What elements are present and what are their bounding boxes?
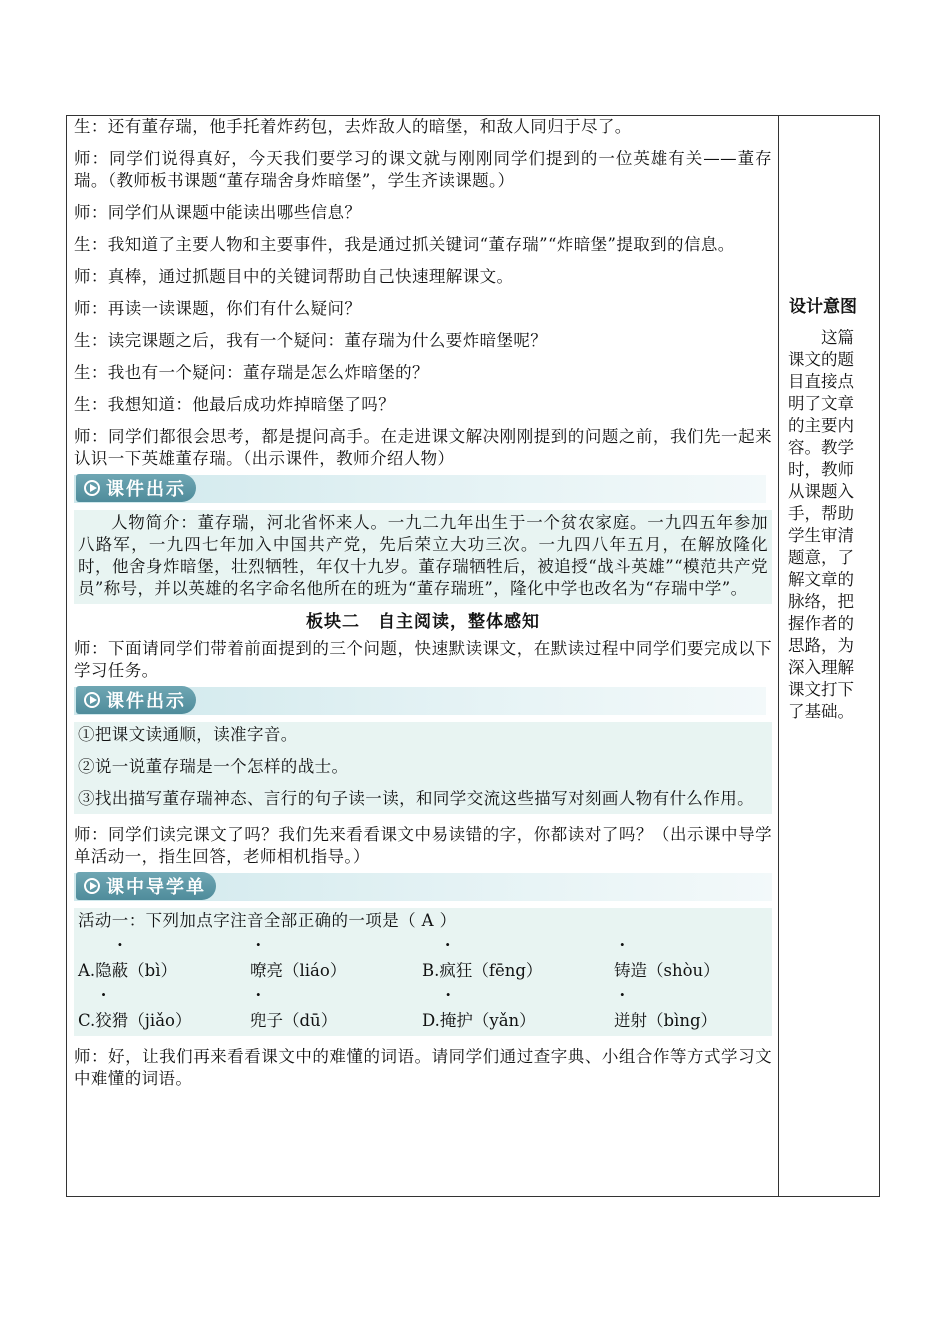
dialogue-line: 生：我想知道：他最后成功炸掉暗堡了吗？ bbox=[74, 395, 396, 414]
dialogue-line: 生：读完课题之后，我有一个疑问：董存瑞为什么要炸暗堡呢？ bbox=[74, 331, 548, 350]
options-row-2 bbox=[78, 982, 768, 1032]
design-intent-title: 设计意图 bbox=[789, 297, 857, 317]
banner-label: 课件出示 bbox=[106, 691, 186, 712]
side-column bbox=[783, 295, 875, 723]
column-divider bbox=[778, 115, 779, 1197]
dialogue-line: 师：下面请同学们带着前面提到的三个问题，快速默读课文，在默读过程中同学们要完成以下学习任务。 bbox=[74, 639, 772, 680]
dialogue-line: 师：真棒，通过抓题目中的关键词帮助自己快速理解课文。 bbox=[74, 267, 514, 286]
option-item: 兜子（dū） bbox=[250, 1011, 338, 1030]
activity-question: 活动一：下列加点字注音全部正确的一项是（ A ） bbox=[78, 911, 457, 930]
task-item: ③找出描写董存瑞神态、言行的句子读一读，和同学交流这些描写对刻画人物有什么作用。 bbox=[78, 789, 754, 808]
option-item: C.狡猾（jiǎo） bbox=[78, 1011, 192, 1030]
intro-box bbox=[74, 510, 772, 604]
play-icon bbox=[84, 480, 100, 496]
option-item: A.隐蔽（bì） bbox=[78, 961, 178, 980]
courseware-banner bbox=[74, 474, 772, 506]
main-column bbox=[74, 116, 772, 1090]
option-item: 嘹亮（liáo） bbox=[250, 961, 347, 980]
dialogue-line: 师：同学们从课题中能读出哪些信息？ bbox=[74, 203, 362, 222]
activity-box bbox=[74, 908, 772, 1036]
dialogue-line: 师：再读一读课题，你们有什么疑问？ bbox=[74, 299, 362, 318]
section-heading: 板块二 自主阅读，整体感知 bbox=[306, 612, 540, 632]
tasks-box bbox=[74, 722, 772, 814]
dialogue-line: 师：同学们说得真好，今天我们要学习的课文就与刚刚同学们提到的一位英雄有关——董存瑞。（教师板书课题“董存瑞舍身炸暗堡”，学生齐读课题。） bbox=[74, 149, 772, 190]
dialogue-line: 生：我也有一个疑问：董存瑞是怎么炸暗堡的？ bbox=[74, 363, 429, 382]
banner-label: 课件出示 bbox=[106, 479, 186, 500]
character-intro: 人物简介：董存瑞，河北省怀来人。一九二九年出生于一个贫农家庭。一九四五年参加八路军，一九四七年加入中国共产党，先后荣立大功三次。一九四八年五月，在解放隆化时，他舍身炸暗堡，壮烈牺牲，年仅十九岁。董存瑞牺牲后，被追授“战斗英雄”“模范共产党员”称号，并以英雄的名字命名他所在的班为“董存瑞班”，隆化中学也改名为“存瑞中学”。 bbox=[78, 513, 768, 598]
dialogue-line: 生：还有董存瑞，他手托着炸药包，去炸敌人的暗堡，和敌人同归于尽了。 bbox=[74, 117, 632, 136]
dialogue-line: 师：同学们都很会思考，都是提问高手。在走进课文解决刚刚提到的问题之前，我们先一起来认识一下英雄董存瑞。（出示课件，教师介绍人物） bbox=[74, 427, 772, 468]
task-item: ②说一说董存瑞是一个怎样的战士。 bbox=[78, 757, 349, 776]
options-row-1 bbox=[78, 932, 768, 982]
design-intent-text: 这篇课文的题目直接点明了文章的主要内容。教学时，教师从课题入手，帮助学生审清题意，了解文章的脉络，把握作者的思路，为深入理解课文打下了基础。 bbox=[788, 328, 854, 721]
option-item: D.掩护（yǎn） bbox=[422, 1011, 536, 1030]
option-item: 铸造（shòu） bbox=[614, 961, 720, 980]
play-icon bbox=[84, 692, 100, 708]
dialogue-line: 生：我知道了主要人物和主要事件，我是通过抓关键词“董存瑞”“炸暗堡”提取到的信息。 bbox=[74, 235, 735, 254]
dialogue-line: 师：同学们读完课文了吗？我们先来看看课文中易读错的字，你都读对了吗？（出示课中导学单活动一，指生回答，老师相机指导。） bbox=[74, 825, 772, 866]
dialogue-line: 师：好，让我们再来看看课文中的难懂的词语。请同学们通过查字典、小组合作等方式学习文中难懂的词语。 bbox=[74, 1047, 772, 1088]
guide-sheet-banner bbox=[74, 872, 772, 904]
courseware-banner bbox=[74, 686, 772, 718]
banner-label: 课中导学单 bbox=[106, 877, 206, 898]
option-item: 迸射（bìng） bbox=[614, 1011, 718, 1030]
task-item: ①把课文读通顺，读准字音。 bbox=[78, 725, 298, 744]
option-item: B.疯狂（fēng） bbox=[422, 961, 543, 980]
play-icon bbox=[84, 878, 100, 894]
